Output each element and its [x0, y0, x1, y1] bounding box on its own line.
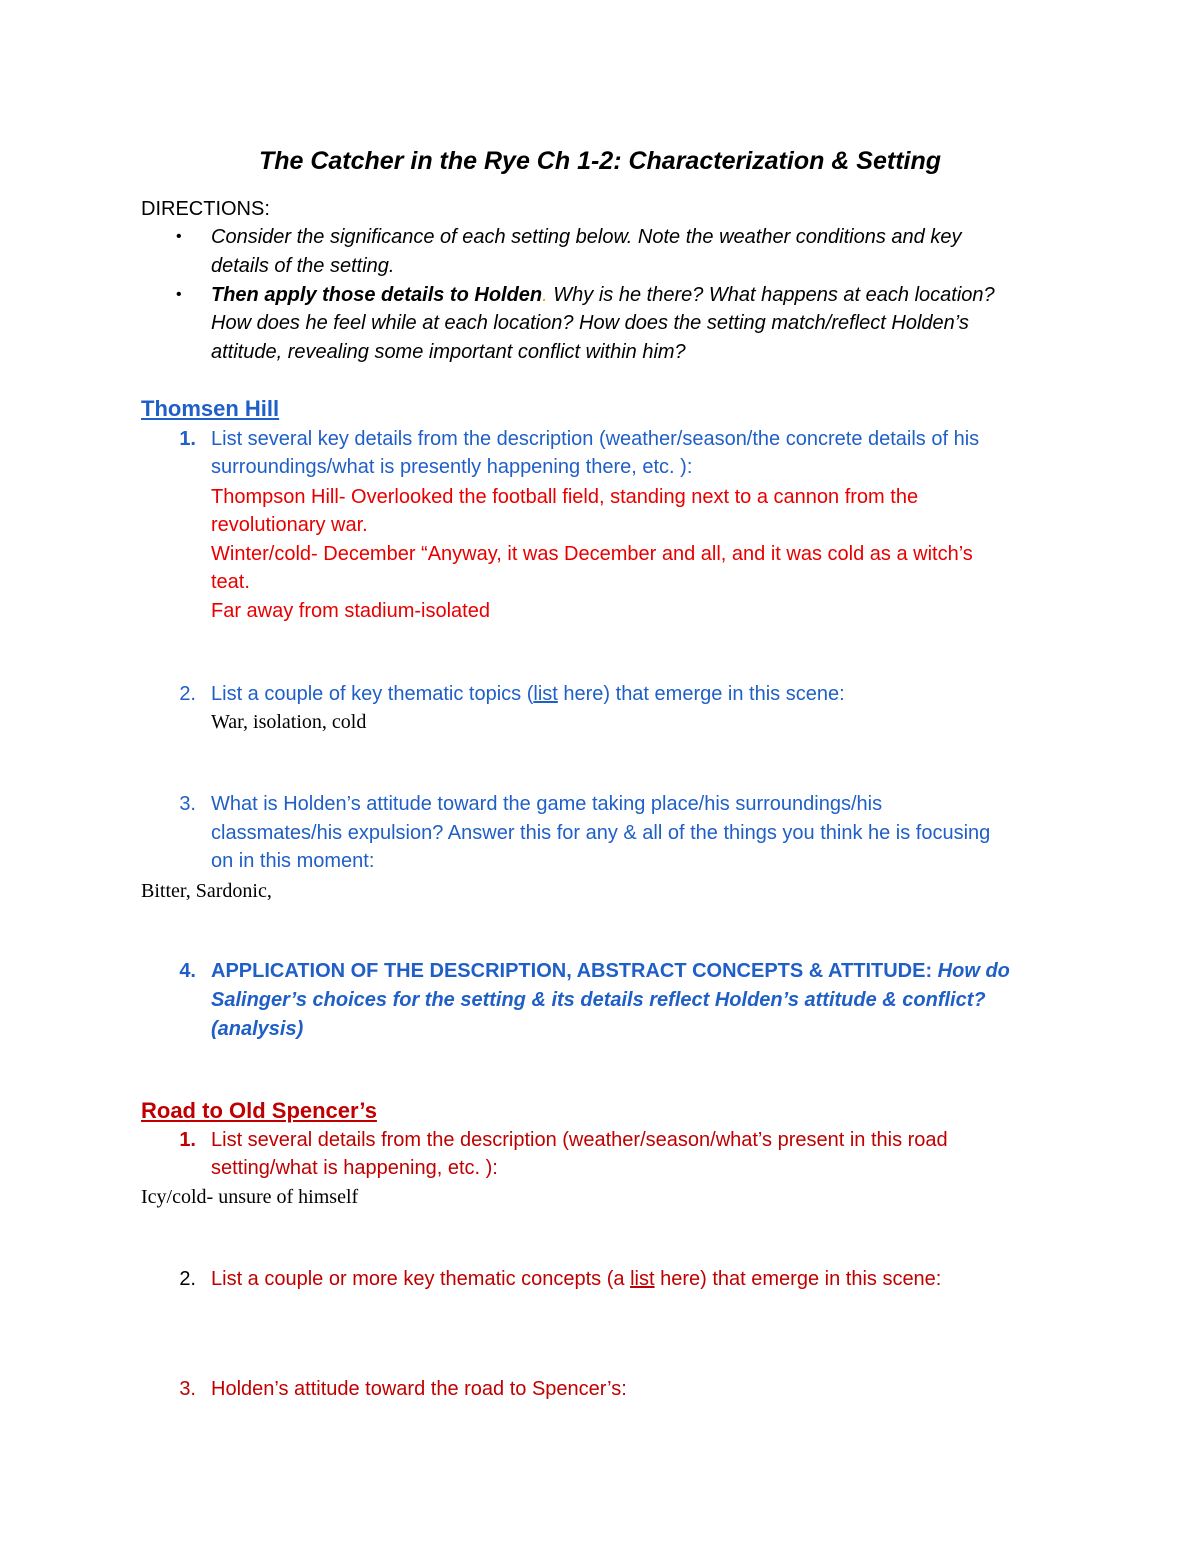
- s1-q1-answer-line: revolutionary war.: [211, 514, 368, 536]
- s2-q2-before: List a couple or more key thematic concepts (a: [211, 1268, 631, 1290]
- s1-q2-question: [211, 680, 845, 708]
- s1-q2-after: here) that emerge in this scene:: [557, 683, 845, 705]
- s2-q2-after: here) that emerge in this scene:: [654, 1268, 942, 1290]
- section-heading-thomsen-hill: Thomsen Hill: [141, 396, 280, 421]
- s1-q4-number: 4.: [179, 960, 196, 982]
- section-heading-road-to-old-spencers: Road to Old Spencer’s: [141, 1098, 377, 1123]
- s1-q3-answer: Bitter, Sardonic,: [141, 880, 272, 902]
- s2-q1-number: 1.: [179, 1129, 196, 1151]
- s1-q1-answer-line: Thompson Hill- Overlooked the football field, standing next to a cannon from the: [211, 486, 919, 508]
- s2-q2-number: 2.: [179, 1268, 196, 1290]
- s1-q2-before: List a couple of key thematic topics (: [211, 683, 534, 705]
- s1-q4-italic1: How do: [937, 960, 1010, 982]
- s1-q1-number: 1.: [179, 428, 196, 450]
- directions-bullet2-dot: .: [542, 284, 548, 306]
- s2-q1-answer: Icy/cold- unsure of himself: [141, 1186, 359, 1208]
- directions-bullet2-line1: [211, 281, 995, 309]
- s1-q4-line3: (analysis): [211, 1018, 304, 1040]
- s1-q3-line1: What is Holden’s attitude toward the game taking place/his surroundings/his: [211, 793, 883, 815]
- s1-q4-line1: [211, 957, 1010, 985]
- s2-q1-line2: setting/what is happening, etc. ):: [211, 1157, 498, 1179]
- directions-bullet2-rest: Why is he there? What happens at each location?: [547, 284, 995, 306]
- s1-q1-answer-line: Winter/cold- December “Anyway, it was December and all, and it was cold as a witch’s: [211, 543, 973, 565]
- s1-q3-line3: on in this moment:: [211, 850, 375, 872]
- s2-q3-number: 3.: [179, 1378, 196, 1400]
- bullet-icon: •: [176, 286, 182, 303]
- s1-q1-line2: surroundings/what is presently happening there, etc. ):: [211, 456, 693, 478]
- s1-q2-list-link[interactable]: list: [533, 683, 558, 705]
- bullet-icon: •: [176, 228, 182, 245]
- s1-q4-bold-text: APPLICATION OF THE DESCRIPTION, ABSTRACT CONCEPTS & ATTITUDE:: [211, 960, 933, 982]
- directions-label: DIRECTIONS:: [141, 198, 270, 220]
- s2-q2-list-link[interactable]: list: [630, 1268, 655, 1290]
- s1-q2-answer: War, isolation, cold: [211, 711, 367, 733]
- s2-q1-line1: List several details from the description (weather/season/what’s present in this road: [211, 1129, 948, 1151]
- directions-bullet2-line2: How does he feel while at each location? How does the setting match/reflect Holden’s: [211, 312, 969, 334]
- s1-q3-number: 3.: [179, 793, 196, 815]
- directions-bullet1-line2: details of the setting.: [211, 255, 395, 277]
- s2-q2-question: [211, 1265, 941, 1293]
- page-title: The Catcher in the Rye Ch 1-2: Characterization & Setting: [258, 147, 942, 175]
- directions-bullet2-bold: Then apply those details to Holden: [211, 284, 543, 306]
- s1-q4-line2: Salinger’s choices for the setting & its details reflect Holden’s attitude & conflict?: [211, 989, 986, 1011]
- directions-bullet2-line3: attitude, revealing some important conflict within him?: [211, 341, 686, 363]
- s2-q3-text: Holden’s attitude toward the road to Spencer’s:: [211, 1378, 627, 1400]
- directions-bullet1-line1: Consider the significance of each setting below. Note the weather conditions and key: [211, 226, 962, 248]
- s1-q1-line1: List several key details from the description (weather/season/the concrete details of his: [211, 428, 980, 450]
- s1-q3-line2: classmates/his expulsion? Answer this for any & all of the things you think he is focusing: [211, 822, 991, 844]
- s1-q2-number: 2.: [179, 683, 196, 705]
- s1-q1-answer-line: teat.: [211, 571, 250, 593]
- s1-q1-answer-line: Far away from stadium-isolated: [211, 600, 490, 622]
